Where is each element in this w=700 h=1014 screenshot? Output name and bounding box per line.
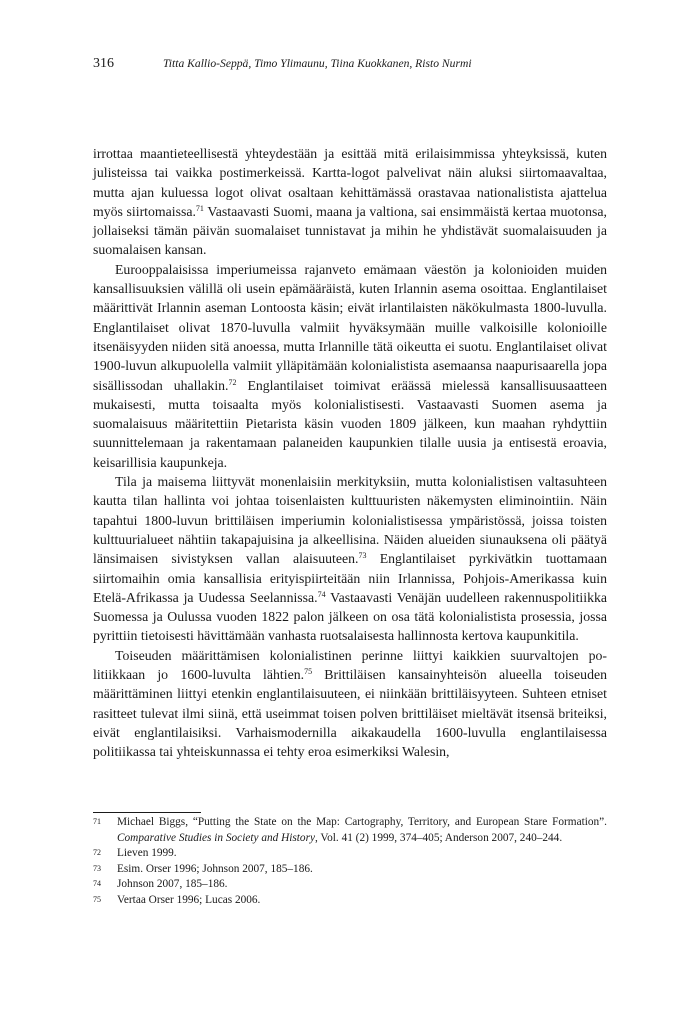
text-run: Esim. Orser 1996; Johnson 2007, 185–186.	[117, 862, 313, 875]
italic-title: Comparative Studies in Society and History	[117, 831, 315, 844]
footnote-separator	[93, 812, 201, 813]
text-run: , Vol. 41 (2) 1999, 374–405; Anderson 2007, 240–244.	[314, 831, 563, 844]
footnote-text	[117, 877, 607, 893]
footnote-reference: 75	[304, 667, 313, 677]
text-run: Vertaa Orser 1996; Lucas 2006.	[117, 893, 261, 906]
paragraph	[93, 646, 607, 762]
footnote-reference: 73	[358, 551, 367, 561]
body-text	[93, 144, 607, 762]
text-run: Englantilaiset toimivat eräässä mielessä kansallisuusaatteen mukaisesti, mutta toisaalta myös kolonialistisesti. Vastaavasti Suomen asema ja suomalaisuus määritettiin Pietarista käsin vuoden 1809 jälkeen, kun maahan ryhdyttiin suunnittelemaan ja rakentamaan palaneiden kaupunkien tilalle uusia ja entisestä eroavia, keisarillisia kaupunkeja.	[93, 377, 607, 470]
text-run: Tila ja maisema liittyvät monenlaisiin merkityksiin, mutta kolonialistisen valtasuhteen kautta tilan hallinta voi johtaa toisenlaisten kulttuuristen näkemysten eliminointiin. Näin tapahtui 1800-luvun brittiläisen imperiumin kolonialistisessa ympäristössä, joissa toisten kulttuurialueet nähtiin takapajuisina ja alkeellisina. Näiden alueiden siunauksena oli päätyä länsimaisen sivistyksen vallan alaisuuteen.	[93, 474, 607, 567]
text-run: Johnson 2007, 185–186.	[117, 878, 228, 891]
footnote-text	[117, 815, 607, 846]
footnote	[93, 846, 607, 862]
footnote-text	[117, 893, 607, 909]
footnotes	[93, 815, 607, 909]
footnote-number: 73	[93, 863, 101, 873]
footnote-reference: 74	[317, 589, 326, 599]
text-run: irrottaa maantieteellisestä yhteydestään ja esittää mitä erilaisimmissa yhteyksissä, kuten julisteissa tai vaikka postimerkeissä. Kartta-logot palvelivat näin aluksi siirtomaavaltaa, mutta ajan kuluessa logot olivat osaltaan kehittämässä orastavaa nationalistista ajattelua myös siirtomaissa.	[93, 146, 607, 219]
footnote	[93, 862, 607, 878]
footnote-number: 71	[93, 817, 101, 826]
footnote-reference: 72	[228, 377, 237, 387]
text-run: Vastaavasti Suomi, maana ja valtiona, sai ensimmäistä kertaa muotonsa, jollaiseksi tämän päivän suomalaiset tunnistavat ja mihin he yhdistävät suomalaisuuden ja suomalaisen kansan.	[93, 203, 607, 258]
page-number: 316	[93, 56, 114, 71]
footnote-text	[117, 846, 607, 862]
text-run: Englantilaiset pyrkivätkin tuottamaan siirtomaihin omia kansallisia erityispiirteitään niin Irlannissa, Pohjois-Amerikassa kuin Etelä-Afrikassa ja Uudessa Seelannissa.	[93, 551, 607, 605]
footnote	[93, 815, 607, 846]
text-run: Vastaavasti Venäjän uudelleen rakennuspolitiikka Suomessa ja Oulussa vuoden 1822 palon jälkeen on osa tätä kolonialistista prosessia, jossa pyrittiin tietoisesti hävittämään vanhasta ruotsalaisesta hallinnosta kertova kaupunkitila.	[93, 589, 607, 644]
running-head-authors: Titta Kallio-Seppä, Timo Ylimaunu, Tiina Kuokkanen, Risto Nurmi	[163, 57, 472, 70]
text-run: Michael Biggs, “Putting the State on the Map: Cartography, Territory, and European Stare Formation”.	[117, 816, 607, 828]
text-run: Brittiläisen kansainyhteisön alueella toiseuden määrittäminen liittyi etenkin englantilaisuuteen, ei niinkään brittiläisyyteen. Suhteen etniset rasitteet tulevat ilmi siinä, että useimmat toisen polven brittiläiset mieltävät itsensä briteiksi, eivät englantilaisiksi. Varhaismodernilla aikakaudella 1600-luvulla englantilaisessa politiikassa tai yhteiskunnassa ei tehty eroa esimerkiksi Walesin,	[93, 667, 607, 760]
footnote-number: 72	[93, 848, 101, 858]
paragraph	[93, 144, 607, 260]
footnote-number: 74	[93, 879, 101, 889]
footnote	[93, 877, 607, 893]
paragraph	[93, 260, 607, 472]
page-header	[93, 56, 607, 74]
paragraph	[93, 472, 607, 646]
footnote-number: 75	[93, 894, 101, 904]
text-run: Lieven 1999.	[117, 847, 177, 860]
footnote	[93, 893, 607, 909]
footnote-text	[117, 862, 607, 878]
footnote-reference: 71	[195, 203, 204, 213]
text-run: Toiseuden määrittämisen kolonialistinen perinne liittyi kaikkien suurvaltojen politiikkaan jo 1600-luvulta lähtien.	[93, 647, 607, 683]
text-run: Eurooppalaisissa imperiumeissa rajanveto emämaan väestön ja kolonioiden muiden kansallisuuksien välillä oli usein epämääräistä, kuten Irlannin asema osoittaa. Englantilaiset määrittivät Irlannin aseman Lontoosta käsin; eivät irlantilaisten näkökulmasta 1800-luvulla. Englantilaiset olivat 1870-luvulla valmiit hyväksymään muille valkoisille kolonioille itsenäisyyden niiden sitä anoessa, mutta Irlannille tätä oikeutta ei suotu. Englantilaiset olivat 1900-luvun alkupuolella valmiit ylläpitämään kolonialistista asemaansa naapurisaarella jopa sisällissodan uhallakin.	[93, 261, 607, 393]
